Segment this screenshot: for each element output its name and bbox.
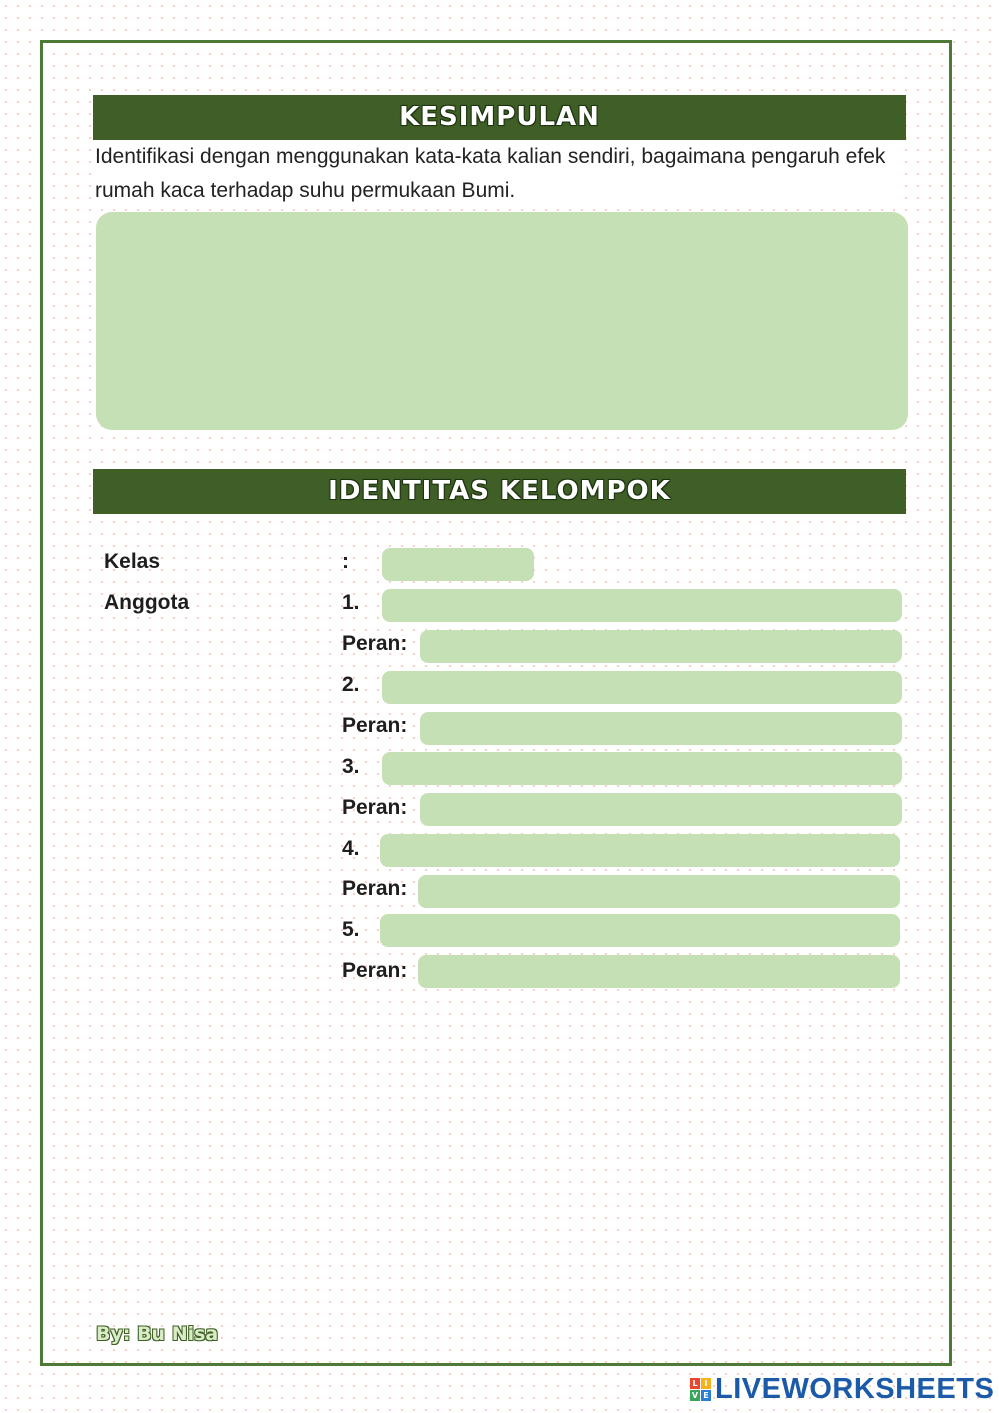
member-role-input[interactable] <box>418 875 900 908</box>
liveworksheets-wordmark: LIVEWORKSHEETS <box>715 1372 995 1405</box>
conclusion-prompt: Identifikasi dengan menggunakan kata-kata kalian sendiri, bagaimana pengaruh efek rumah kaca terhadap suhu permukaan Bumi. <box>95 140 905 208</box>
brand-mark-letter: E <box>701 1390 711 1401</box>
member-name-input[interactable] <box>380 834 900 867</box>
member-name-input[interactable] <box>380 914 900 947</box>
conclusion-answer-field[interactable] <box>96 212 908 430</box>
identity-banner: IDENTITAS KELOMPOK <box>93 469 906 514</box>
member-number: 2. <box>342 673 360 696</box>
member-role-input[interactable] <box>420 712 902 745</box>
member-number: 3. <box>342 755 360 778</box>
member-name-input[interactable] <box>382 752 902 785</box>
member-number: 4. <box>342 837 360 860</box>
member-role-input[interactable] <box>420 630 902 663</box>
members-label: Anggota <box>104 591 190 614</box>
brand-mark-letter: I <box>701 1378 711 1389</box>
member-role-input[interactable] <box>418 955 900 988</box>
conclusion-banner: KESIMPULAN <box>93 95 906 140</box>
member-number: 1. <box>342 591 360 614</box>
author-signature: By: Bu Nisa <box>96 1323 219 1345</box>
class-label: Kelas <box>104 550 161 573</box>
member-name-input[interactable] <box>382 671 902 704</box>
role-label: Peran: <box>342 632 408 655</box>
role-label: Peran: <box>342 959 408 982</box>
liveworksheets-logo[interactable] <box>690 1374 994 1404</box>
role-label: Peran: <box>342 796 408 819</box>
class-input[interactable] <box>382 548 534 581</box>
member-name-input[interactable] <box>382 589 902 622</box>
member-role-input[interactable] <box>420 793 902 826</box>
brand-mark-letter: V <box>691 1390 699 1400</box>
liveworksheets-mark-icon <box>690 1378 711 1401</box>
class-colon: : <box>342 550 349 573</box>
brand-mark-letter: L <box>690 1378 700 1389</box>
role-label: Peran: <box>342 714 408 737</box>
role-label: Peran: <box>342 877 408 900</box>
member-number: 5. <box>342 918 360 941</box>
